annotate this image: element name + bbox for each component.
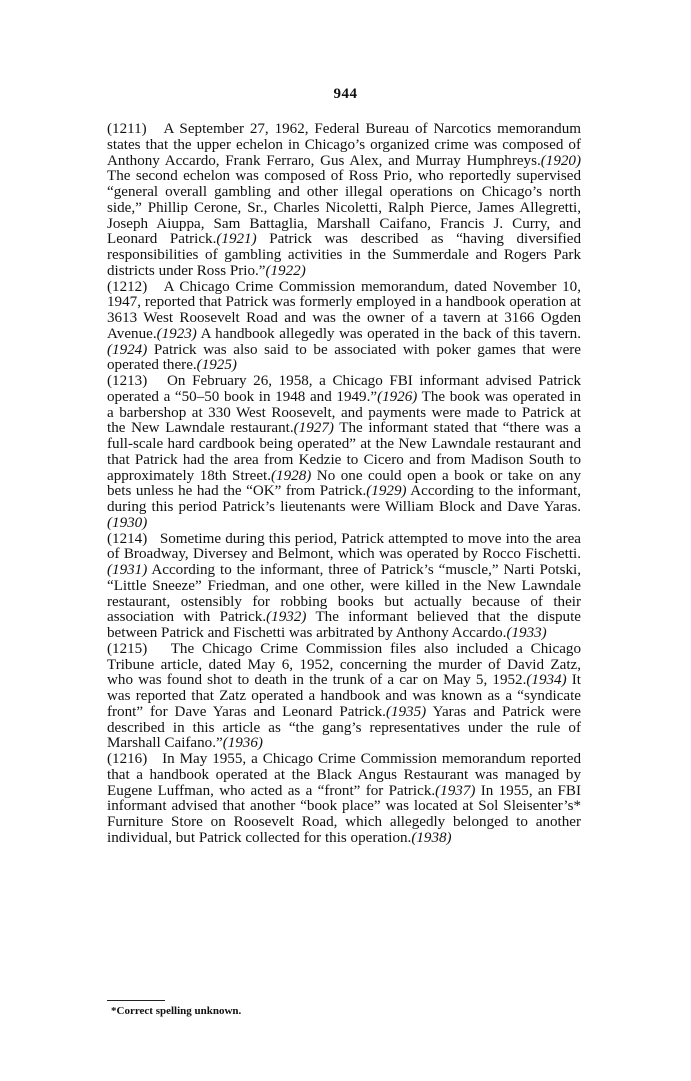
footnote-reference: (1932) bbox=[266, 609, 307, 626]
paragraph-text: The second echelon was composed of Ross Prio, who reportedly supervised “general overall gambling and other illegal operations on Chicago’s north side,” Phillip Cerone, Sr., Charles Nicoletti, Ralph Pierce, James Allegretti, Joseph Aiuppa, Sam Battaglia, Marshall Caifano, Francis J. Curry, and Leonard Patrick. bbox=[107, 168, 581, 248]
page-number: 944 bbox=[333, 86, 358, 102]
paragraph-text: On February 26, 1958, a Chicago FBI informant advised Patrick operated a “50–50 book in 1948 and 1949.” bbox=[107, 373, 581, 405]
paragraph bbox=[107, 122, 581, 280]
footnote-reference: (1926) bbox=[377, 388, 418, 405]
paragraph-text: The informant stated that “there was a full-scale hard cardbook being operated” at the New Lawndale restaurant and that Patrick had the area from Kedzie to Cicero and from Madison South to approximately 18th Street. bbox=[107, 420, 581, 484]
paragraph-text: Patrick was also said to be associated with poker games that were operated there. bbox=[107, 341, 581, 374]
paragraph-number: (1214) bbox=[107, 530, 148, 547]
paragraph-text: The book was operated in a barbershop at 330 West Roosevelt, and payments were made to Patrick at the New Lawndale restaurant. bbox=[107, 388, 582, 437]
paragraph-text: According to the informant, three of Patrick’s “muscle,” Narti Potski, “Little Sneeze” Friedman, and one other, were killed in the New Lawndale restaurant, ostensibly for robbing books but actually because of their association with Patrick. bbox=[107, 562, 581, 626]
footnote-reference: (1930) bbox=[107, 514, 148, 531]
paragraph-text: The informant believed that the dispute between Patrick and Fischetti was arbitrated by Anthony Accardo. bbox=[107, 609, 582, 641]
paragraph-text: The Chicago Crime Commission files also included a Chicago Tribune article, dated May 6, 1952, concerning the murder of David Zatz, who was found shot to death in the trunk of a car on May 5, 1952. bbox=[107, 640, 581, 689]
footnote-reference: (1934) bbox=[526, 672, 567, 689]
paragraph-text: No one could open a book or take on any bets unless he had the “OK” from Patrick. bbox=[107, 467, 581, 500]
footnote-reference: (1936) bbox=[222, 735, 263, 752]
footnote-reference: (1927) bbox=[293, 420, 334, 437]
paragraph-text: A September 27, 1962, Federal Bureau of Narcotics memorandum states that the upper echelon in Chicago’s organized crime was composed of Anthony Accardo, Frank Ferraro, Gus Alex, and Murray Humphreys. bbox=[107, 121, 581, 169]
paragraph-number: (1216) bbox=[107, 751, 148, 767]
footnote-reference: (1925) bbox=[196, 357, 237, 374]
footnote-reference: (1935) bbox=[385, 703, 427, 720]
paragraph bbox=[107, 532, 581, 642]
paragraph bbox=[107, 374, 581, 532]
footnote-divider bbox=[107, 1000, 165, 1001]
paragraph bbox=[107, 752, 581, 847]
paragraph-number: (1213) bbox=[107, 373, 148, 389]
paragraph-number: (1212) bbox=[107, 278, 148, 295]
footnote-reference: (1924) bbox=[107, 341, 148, 358]
footnote-reference: (1921) bbox=[216, 231, 257, 248]
footnote-reference: (1931) bbox=[107, 562, 148, 578]
paragraph-text: Yaras and Patrick were described in this article as “the gang’s representatives under the rule of Marshall Caifano.” bbox=[107, 703, 581, 752]
footnote-reference: (1928) bbox=[271, 467, 312, 484]
paragraph-text: A handbook allegedly was operated in the back of this tavern. bbox=[196, 325, 581, 342]
footnote-reference: (1922) bbox=[265, 262, 306, 279]
paragraph-text: A Chicago Crime Commission memorandum, dated November 10, 1947, reported that Patrick was formerly employed in a handbook operation at 3613 West Roosevelt Road and was the owner of a tavern at 3166 Ogden Avenue. bbox=[107, 278, 581, 342]
footnote-reference: (1929) bbox=[366, 483, 407, 500]
paragraph-number: (1215) bbox=[107, 640, 148, 657]
paragraph-number: (1211) bbox=[107, 121, 147, 137]
paragraph-text: In May 1955, a Chicago Crime Commission memorandum reported that a handbook operated at the Black Angus Restaurant was managed by Eugene Luffman, who acted as a “front” for Patrick. bbox=[107, 751, 581, 799]
paragraph bbox=[107, 642, 581, 752]
body-text bbox=[107, 122, 581, 847]
footnote-reference: (1933) bbox=[506, 625, 547, 641]
footnote: *Correct spelling unknown. bbox=[111, 1005, 242, 1017]
paragraph-text: It was reported that Zatz operated a handbook and was known as a “syndicate front” for Dave Yaras and Leonard Patrick. bbox=[107, 672, 581, 720]
footnote-reference: (1923) bbox=[156, 325, 197, 342]
footnote-reference: (1920) bbox=[540, 152, 581, 169]
paragraph-text: In 1955, an FBI informant advised that another “book place” was located at Sol Sleisenter’s* Furniture Store on Roosevelt Road, which allegedly belonged to another individual, but Patrick collected for this operation. bbox=[107, 782, 581, 846]
paragraph-text: Patrick was described as “having diversified responsibilities of gambling activities in the Summerdale and Rogers Park districts under Ross Prio.” bbox=[107, 231, 581, 279]
paragraph-text: According to the informant, during this period Patrick’s lieutenants were William Block and Dave Yaras. bbox=[107, 483, 581, 515]
paragraph-text: Sometime during this period, Patrick attempted to move into the area of Broadway, Diversey and Belmont, which was operated by Rocco Fischetti. bbox=[107, 530, 581, 563]
footnote-reference: (1937) bbox=[435, 782, 476, 799]
footnote-reference: (1938) bbox=[411, 829, 452, 846]
paragraph bbox=[107, 280, 581, 375]
